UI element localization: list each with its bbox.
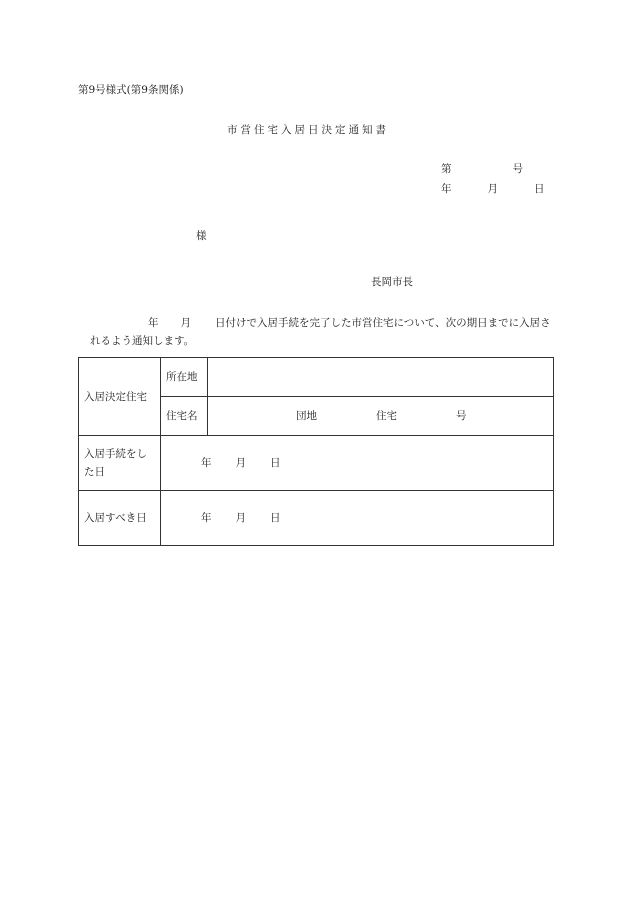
document-title: 市営住宅入居日決定通知書 xyxy=(227,124,389,136)
notice-body xyxy=(90,314,560,350)
move-in-day: 日 xyxy=(270,512,281,524)
addressee: 様 xyxy=(196,230,207,242)
go-label: 号 xyxy=(456,410,467,422)
table-row xyxy=(79,436,554,491)
danchi-label: 団地 xyxy=(296,410,317,422)
jutaku-label: 住宅 xyxy=(376,410,397,422)
table-row xyxy=(79,491,554,546)
body-month: 月 xyxy=(180,317,191,329)
move-in-month: 月 xyxy=(235,512,246,524)
move-in-year: 年 xyxy=(201,512,212,524)
form-number: 第9号様式(第9条関係) xyxy=(78,84,184,96)
move-in-date-label: 入居すべき日 xyxy=(79,491,161,546)
reference-number xyxy=(441,161,523,176)
decided-housing-label: 入居決定住宅 xyxy=(79,358,161,436)
issue-date xyxy=(441,181,545,196)
procedure-day: 日 xyxy=(270,457,281,469)
issuer-name: 長岡市長 xyxy=(371,276,413,288)
issue-date-day: 日 xyxy=(534,183,545,195)
procedure-year: 年 xyxy=(201,457,212,469)
reference-number-suffix: 号 xyxy=(512,163,523,175)
reference-number-prefix: 第 xyxy=(441,163,452,175)
procedure-month: 月 xyxy=(235,457,246,469)
procedure-date-value xyxy=(161,436,554,491)
body-text: 日付けで入居手続を完了した市営住宅について、次の期日までに入居されるよう通知します。 xyxy=(90,317,551,347)
housing-name-value xyxy=(208,397,554,436)
table-row xyxy=(79,358,554,397)
move-in-date-value xyxy=(161,491,554,546)
detail-table xyxy=(78,357,554,546)
location-label: 所在地 xyxy=(161,358,208,397)
issue-date-year: 年 xyxy=(441,183,452,195)
issue-date-month: 月 xyxy=(487,183,498,195)
procedure-date-label: 入居手続をした日 xyxy=(79,436,161,491)
body-year: 年 xyxy=(148,317,159,329)
location-value xyxy=(208,358,554,397)
housing-name-label: 住宅名 xyxy=(161,397,208,436)
